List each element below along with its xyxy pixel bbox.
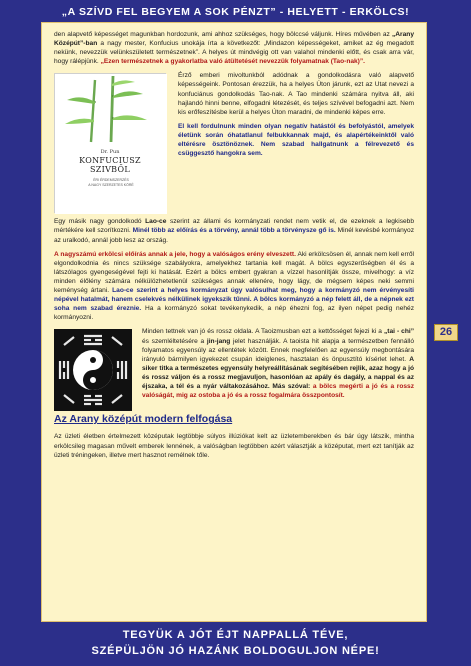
- footer-slogan-line2: SZÉPÜLJÖN JÓ HAZÁNK BOLDOGULJON NÉPE!: [91, 645, 380, 657]
- bold-text: A siker titka a természetes egyensúly helyreállításának segítésében rejlik, azaz hogy a jó és rossz váljon és a rossz megjavuljon, hasonlóan az apály és dagály, a nappal és az éjszaka, a tél és a nyár váltakozásához. Más szóval:: [142, 355, 414, 390]
- book-title: [55, 156, 165, 174]
- page-header-title: „A SZÍVD FEL BEGYEM A SOK PÉNZT” - HELYETT - ERKÖLCS!: [61, 6, 410, 18]
- paragraph-laoce: [54, 217, 414, 244]
- text-span: Ha a kormányzó sokat tevékenykedik, a nép éhezni fog, az ilyen népet pedig nehéz kormányozni.: [54, 305, 414, 322]
- book-subtitle: ÉRI ÉRDEMSZERZÉS A NAGY SZERZETES KÖRÉ: [88, 178, 134, 187]
- yin-yang-icon: [54, 329, 132, 411]
- red-highlight: „Ezen természetnek a gyakorlatba való átültetését nevezzük folyamatnak (Tao-nak)”.: [100, 58, 366, 66]
- text-span: és szemléltetésére a: [142, 337, 207, 345]
- paragraph-virtue: [54, 250, 414, 323]
- blue-highlight: Lao-ce szerint a helyes kormányzat úgy valósulhat meg, hogy a kormányzó nem érvényesíti népével hatalmát, hanem cselekvés nélkülinek igyekszik tűnni. A bölcs kormányzó a nép felett áll, de a népnek ezt soha nem szabad éreznie.: [54, 287, 414, 313]
- book-title-line: SZIVBŐL: [90, 165, 130, 175]
- text-span: Minden tettnek van jó és rossz oldala. A Taoizmusban ezt a kettősséget fejezi ki a: [142, 328, 384, 336]
- book-cover-image: [54, 73, 166, 213]
- red-highlight: a bölcs megérti a jó és a rossz valóságát, mig az ostoba a jó és a rossz fogalmára összpontosít.: [142, 382, 414, 400]
- red-highlight: A nagyszámú erkölcsi előírás annak a jele, hogy a valóságos erény elveszett.: [54, 250, 296, 258]
- text-span: jelet használják. A taoista hit alapja a természetben fennálló folyamatos egyensúly az ellentétek között. Ennek megfelelően az egyensúly megbontására irányuló bármilyen igyekezet csupán ideiglenes, hasztalan és önpusztító kísérlet lehet.: [142, 337, 414, 363]
- text-span: den alapvető képességet magunkban hordozunk, ami ahhoz szükséges, hogy bölccsé váljunk. Híres művében az: [54, 31, 392, 38]
- text-span: Egy másik nagy gondolkodó: [54, 218, 146, 226]
- text-span: szerint az állami és kormányzati rendet nem vetik el, de ezeknek a legkisebb mértékére kell szorítkozni.: [54, 218, 414, 235]
- footer-slogan-line1: TEGYÜK A JÓT ÉJT NAPPALLÁ TÉVE,: [122, 629, 349, 641]
- book-author: Dr. Pun: [100, 149, 120, 156]
- paragraph-tao: Érző emberi mivoltunkból adódnak a gondolkodásra való alapvető képességeink. Pontosan érezzük, ha a helyes Úton járunk, ezt az Utat nevezi a konfuciánus gondolkodás Tao-nak. A Tao mindenki számára nyitva áll, aki hajlandó hinni benne, elfogadni létezését, és teljes szívével befogadni azt. Nem kis erőfeszítésbe kerül a helyes Úton maradni, de mindenki képes erre.: [178, 72, 414, 116]
- yin-yang-bagua-image: [54, 329, 132, 411]
- blue-highlight: Minél több az előírás és a törvény, annál több a törvénysze gő is.: [132, 227, 336, 235]
- section-title: Az Arany középút modern felfogása: [54, 413, 233, 426]
- bold-term: Lao-ce: [145, 218, 167, 226]
- text-span: Aki erkölcsösen él, annak nem kell erről elgondolkodnia és nincs szüksége szabályokra, amelyekhez tartania kell magát. A bölcs egyszerűségben él és a látszólagos gyengeségével fejti ki hatását. Ezért a bölcs embert gyakran a vízzel hasonlítják össze, mivelhogy: a víz minden élőlény számára nélkülözhetetlenül szükséges annak ellenére, hogy lágy, de mégsem képes neki semmi keménység ártani.: [54, 250, 414, 295]
- book-title-line: KONFUCIUSZ: [79, 156, 141, 166]
- bold-term: „tai - chi”: [383, 328, 414, 336]
- bold-term: „Arany Középút”-ban: [54, 31, 414, 48]
- article-content: [41, 22, 427, 622]
- text-span: a nagy mester, Konfucius unokája írta a következőt: „Mindazon képességeket, amiket az ég megadott nekünk, nevezzük velünkszületett természetnek”. A helyes út mindvégig ott van valahol mindenki előtt, és csak arra vár, hogy rálépjünk.: [54, 40, 414, 66]
- paragraph-warning: El kell fordulnunk minden olyan negatív hatástól és befolyástól, amelyek életünk során óhatatlanul felbukkannak majd, és alapértékeinktől való eltérésre ösztönöznek. Nem szabad hallgatnunk a félrevezető és csüggesztő hangokra sem.: [178, 122, 414, 158]
- paragraph-intro: [54, 30, 414, 66]
- bamboo-illustration: [55, 74, 167, 214]
- page-number-badge: 26: [434, 324, 458, 341]
- paragraph-modern: Az üzleti életben értelmezett középutak legtöbbje súlyos illúziókat kelt az üzletemberekben és bár úgy látszik, mintha erkölcsileg magasan művelt emberek lennének, a valóságban legtöbben azért választják a középutat, mert ezt tanítják az üzleti tréningeken, illetve mert hasznot remélnek tőle.: [54, 433, 414, 459]
- bold-term: jin-jang: [206, 337, 231, 345]
- text-span: Minél kevésbé kormányoz az uralkodó, annál jobb lesz az ország.: [54, 227, 414, 244]
